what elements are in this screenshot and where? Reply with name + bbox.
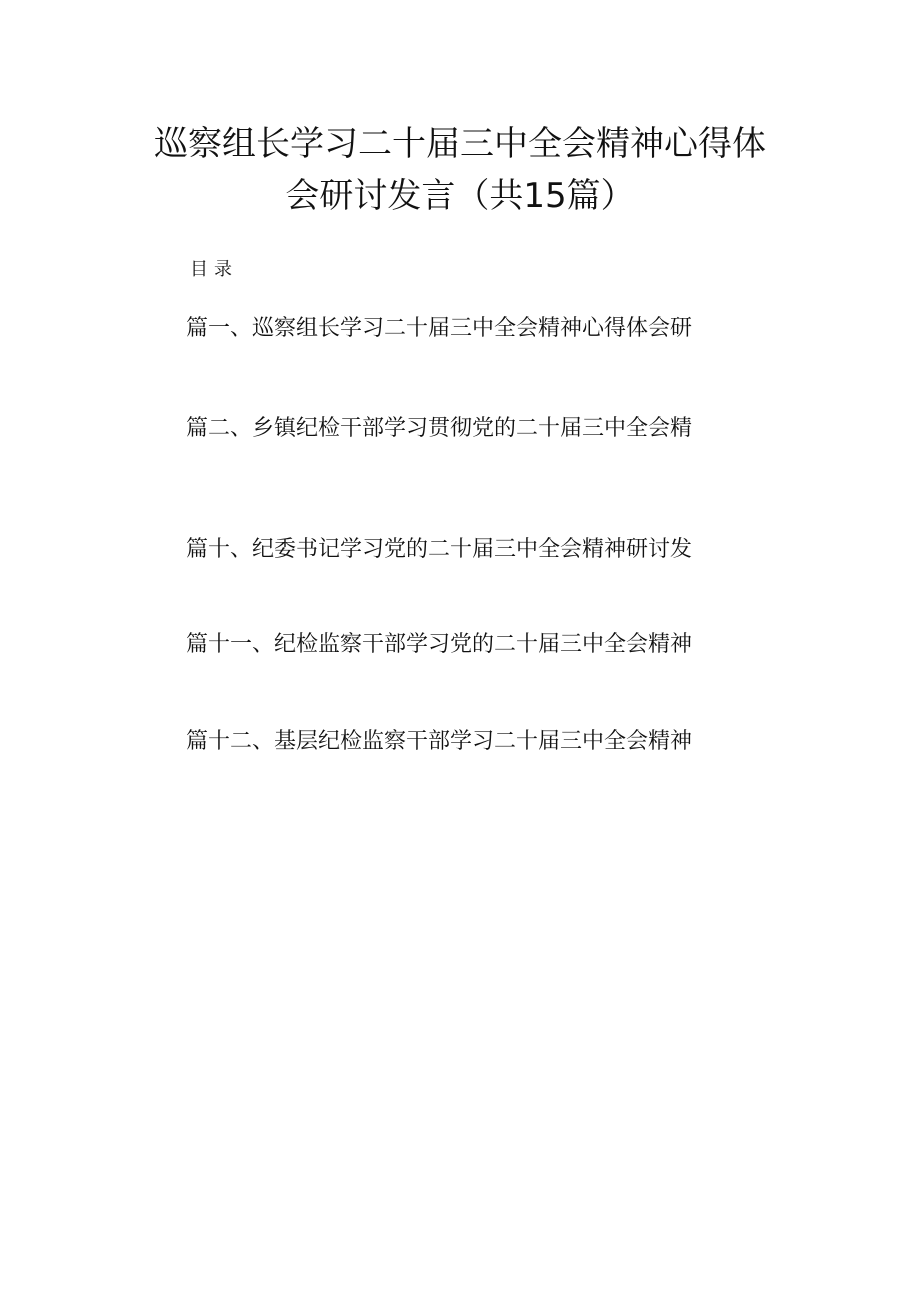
- toc-item[interactable]: 篇十一、纪检监察干部学习党的二十届三中全会精神: [186, 632, 693, 657]
- toc-item[interactable]: 篇十、纪委书记学习党的二十届三中全会精神研讨发: [186, 537, 693, 562]
- toc-heading: 目录: [190, 259, 238, 280]
- document-title-line-1: 巡察组长学习二十届三中全会精神心得体: [154, 124, 766, 164]
- toc-item[interactable]: 篇二、乡镇纪检干部学习贯彻党的二十届三中全会精: [186, 416, 693, 441]
- document-title-line-2: 会研讨发言（共15篇）: [285, 176, 635, 216]
- toc-item[interactable]: 篇一、巡察组长学习二十届三中全会精神心得体会研: [186, 316, 693, 341]
- toc-item[interactable]: 篇十二、基层纪检监察干部学习二十届三中全会精神: [186, 729, 693, 754]
